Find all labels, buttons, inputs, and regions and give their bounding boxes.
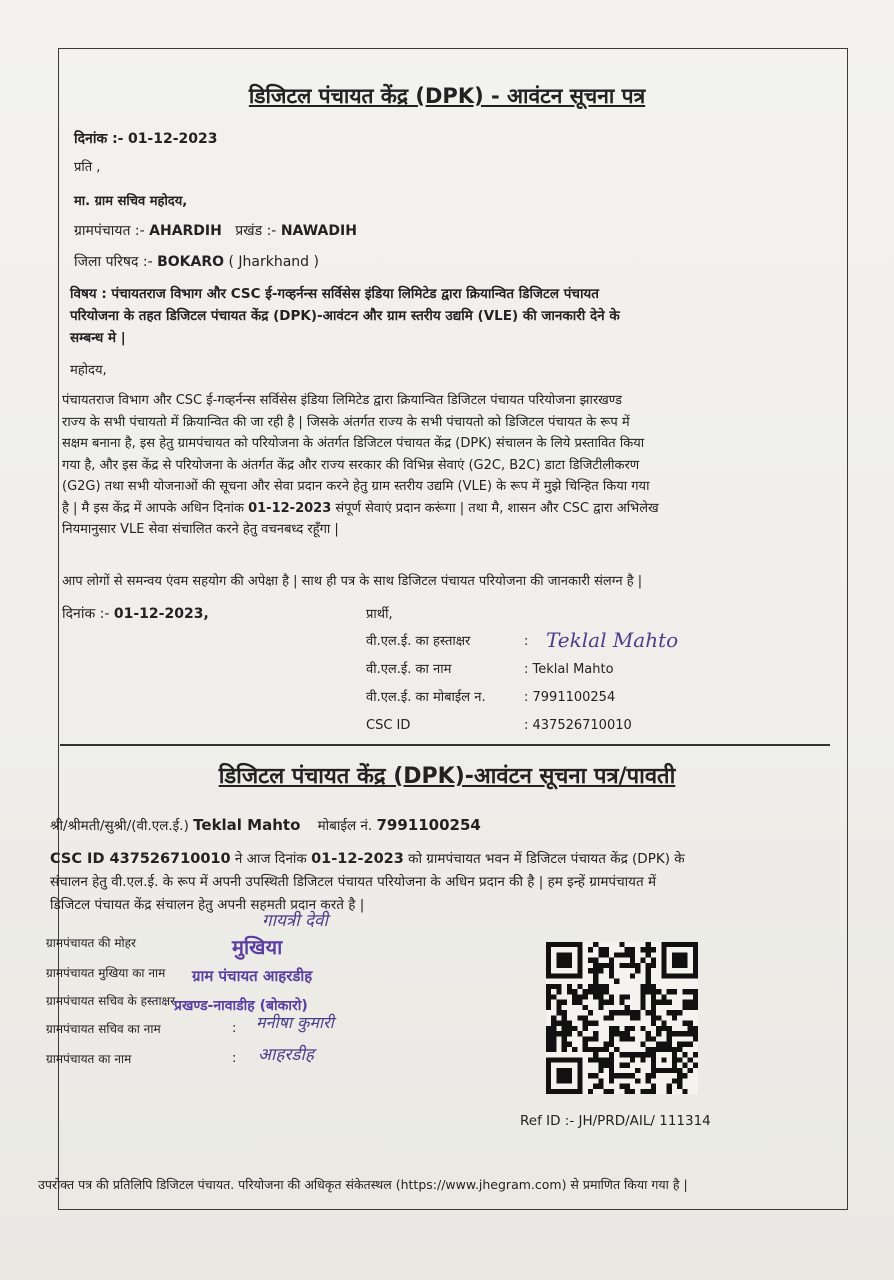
section-divider (60, 744, 830, 746)
vle-field-value: : 437526710010 (524, 718, 632, 733)
closing-line: आप लोगों से समन्वय एंवम सहयोग की अपेक्षा है | साथ ही पत्र के साथ डिजिटल पंचायत परियोजना की जानकारी संलग्न है | (62, 574, 643, 589)
vle-field-label: CSC ID (366, 718, 411, 733)
stamp-line: मुखिया (232, 935, 283, 959)
ref-id: Ref ID :- JH/PRD/AIL/ 111314 (520, 1113, 711, 1129)
prarthi: प्रार्थी, (366, 607, 393, 622)
receipt-field-label: ग्रामपंचायत सचिव का नाम (46, 1022, 161, 1036)
mukhiya-handwritten-name: गायत्री देवी (262, 911, 328, 931)
subject-block (70, 283, 830, 349)
letter-title: डिजिटल पंचायत केंद्र (DPK) - आवंटन सूचना पत्र (248, 84, 646, 108)
footer-note: उपरोक्त पत्र की प्रतिलिपि डिजिटल पंचायत. परियोजना की अधिकृत संकेतस्थल (https://www.jhegram.com) से प्रमाणित किया गया है | (38, 1177, 688, 1192)
subject-line: विषय : पंचायतराज विभाग और CSC ई-गव्हर्नन्स सर्विसेस इंडिया लिमिटेड द्वारा क्रियान्वित डिजिटल पंचायत (70, 286, 599, 302)
receipt-title: डिजिटल पंचायत केंद्र (DPK)-आवंटन सूचना पत्र/पावती (218, 764, 676, 789)
body-line: सक्षम बनाना है, इस हेतु ग्रामपंचायत को परियोजना के अंतर्गत डिजिटल पंचायत केंद्र (DPK) संचालन के लिये प्रस्तावित किया (62, 436, 645, 451)
receipt-line: CSC ID 437526710010 ने आज दिनांक 01-12-2023 को ग्रामपंचायत भवन में डिजिटल पंचायत केंद्र (DPK) के (50, 851, 685, 867)
receipt-field-label: ग्रामपंचायत मुखिया का नाम (46, 966, 166, 980)
vle-field-label: वी.एल.ई. का मोबाईल न. (366, 690, 486, 705)
gp-block-line: ग्रामपंचायत :- AHARDIH प्रखंड :- NAWADIH (74, 223, 357, 239)
body-line: नियमानुसार VLE सेवा संचालित करने हेतु वचनबध्द रहूँगा | (62, 522, 339, 537)
vle-field-value: : (524, 634, 529, 649)
vle-field-value: : 7991100254 (524, 690, 616, 705)
receipt-field-label: ग्रामपंचायत का नाम (46, 1052, 132, 1066)
receipt-field-label: ग्रामपंचायत की मोहर (46, 936, 136, 950)
letter-body (62, 390, 832, 541)
salutation: महोदय, (70, 363, 107, 378)
stamp-line: प्रखण्ड-नावाडीह (बोकारो) (174, 998, 308, 1014)
stamp-line: ग्राम पंचायत आहरडीह (192, 967, 313, 985)
body-line: है | मै इस केंद्र में आपके अधिन दिनांक 01-12-2023 संपूर्ण सेवाएं प्रदान करूंगा | तथा मै, शासन और CSC द्वारा अभिलेख (62, 500, 659, 516)
receipt-line: संचालन हेतु वी.एल.ई. के रूप में अपनी उपस्थिती डिजिटल पंचायत परियोजना के अधिन प्रदान की है | हम इन्हें ग्रामपंचायत में (50, 874, 657, 890)
receipt-body (50, 848, 840, 917)
body-line: पंचायतराज विभाग और CSC ई-गव्हर्नन्स सर्विसेस इंडिया लिमिटेड द्वारा क्रियान्वित डिजिटल पंचायत परियोजना झारखण्ड (62, 393, 622, 408)
addressee: मा. ग्राम सचिव महोदय, (74, 194, 188, 209)
letter-date: दिनांक :- 01-12-2023 (74, 131, 218, 147)
gp-handwritten-name: आहरडीह (258, 1045, 314, 1065)
body-line: राज्य के सभी पंचायतो में क्रियान्वित की जा रही है | जिसके अंतर्गत राज्य के सभी पंचायतो को डिजिटल पंचायत के रूप में (62, 414, 630, 430)
body-line: गया है, और इस केंद्र से परियोजना के अंतर्गत केंद्र और राज्य सरकार की विभिन्न सेवाएं (G2C, B2C) डाटा डिजिटीलीकरण (62, 457, 640, 473)
sign-date: दिनांक :- 01-12-2023, (62, 606, 209, 622)
vle-field-value: : Teklal Mahto (524, 662, 614, 677)
subject-line: सम्बन्ध मे | (70, 330, 126, 346)
district-line: जिला परिषद :- BOKARO ( Jharkhand ) (74, 254, 319, 270)
qr-code-icon (546, 942, 698, 1094)
receipt-line: डिजिटल पंचायत केंद्र संचालन हेतु अपनी सहमती प्रदान करते है | (50, 897, 365, 913)
receipt-field-value: : (232, 1021, 237, 1036)
vle-signature: Teklal Mahto (546, 628, 679, 652)
vle-field-label: वी.एल.ई. का हस्ताक्षर (366, 634, 471, 649)
receipt-field-label: ग्रामपंचायत सचिव के हस्ताक्षर (46, 994, 176, 1008)
vle-field-label: वी.एल.ई. का नाम (366, 662, 452, 677)
body-line: (G2G) तथा सभी योजनाओं की सूचना और सेवा प्रदान करने हेतु ग्राम स्तरीय उद्यमि (VLE) के रूप में मुझे चिन्हित किया गया (62, 479, 650, 494)
receipt-field-value: : (232, 1051, 237, 1066)
subject-line: परियोजना के तहत डिजिटल पंचायत केंद्र (DPK)-आवंटन और ग्राम स्तरीय उद्यमि (VLE) की जानकारी देने के (70, 308, 620, 324)
receipt-vle-line: श्री/श्रीमती/सुश्री/(वी.एल.ई.) Teklal Mahto मोबाईल नं. 7991100254 (50, 816, 481, 834)
prati-text: प्रति , (74, 160, 101, 175)
sachiv-handwritten-name: मनीषा कुमारी (256, 1013, 334, 1032)
